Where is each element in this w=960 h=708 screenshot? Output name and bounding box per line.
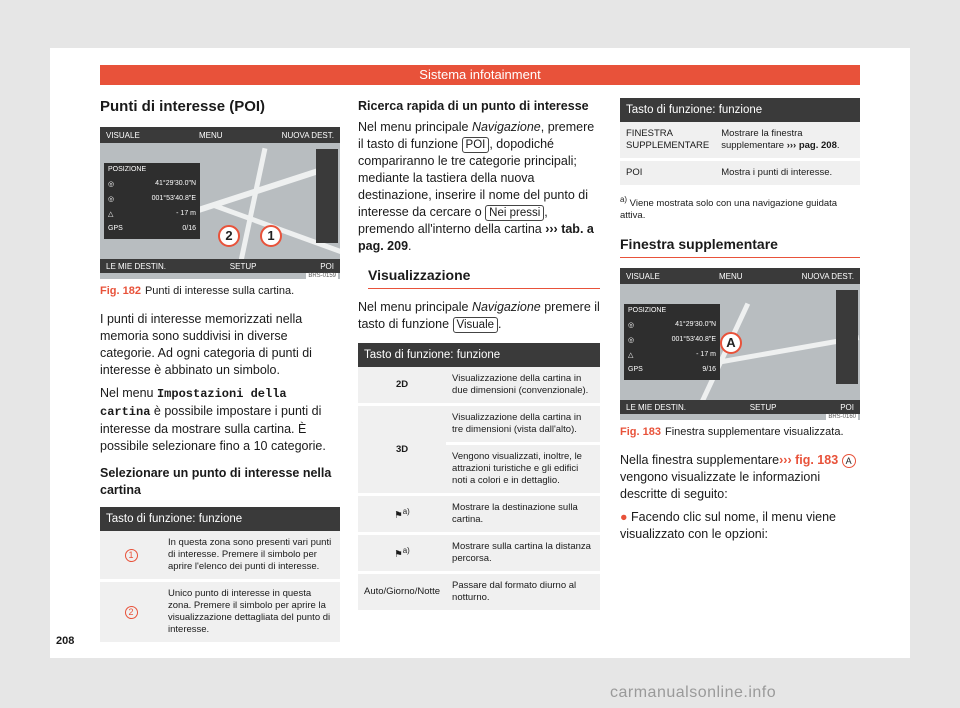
footnote: $^{a)}$ Viene mostrata solo con una navigazione guidata attiva.	[620, 195, 838, 222]
page-header: Sistema infotainment	[100, 65, 860, 85]
watermark: carmanualsonline.info	[610, 684, 777, 701]
position-box: POSIZIONE ◎ 41°29'30.0"N ◎ 001°53'40.8"E △ - 17 m GPS 0/16	[104, 163, 200, 239]
map-side-controls	[316, 149, 338, 243]
page-number: 208	[56, 635, 75, 647]
subheading: Ricerca rapida di un punto di interesse	[358, 99, 589, 113]
column-left	[100, 98, 340, 645]
map-new-destination-button: NUOVA DEST.	[281, 130, 334, 140]
figure-caption: Fig. 183 Finestra supplementare visualizzata.	[620, 426, 844, 439]
figure-caption: Fig. 182 Punti di interesse sulla cartina.	[100, 285, 295, 297]
column-right	[620, 98, 860, 543]
table-row: FINESTRA SUPPLEMENTARE Mostrare la finestra supplementare ››› pag. 208.	[620, 122, 860, 160]
bullet-icon: ●	[620, 510, 628, 525]
destination-flag-icon: ⚑	[394, 510, 403, 522]
table-row: 1 In questa zona sono presenti vari punti di interesse. Premere il simbolo per aprire l'elenco dei punti di interesse.	[100, 531, 340, 581]
column-middle	[358, 98, 600, 613]
altitude-icon: △	[108, 211, 114, 218]
paragraph: Nel menu principale Navigazione, premere il tasto di funzione POI , dopodiché compariranno le tre categorie principali; mediante la tastiera della nuova destinazione, inserire il nome del punto di interesse da cercare o Nei pressi , premendo all'interno della cartina ››› tab. a pag. 209.	[358, 120, 595, 253]
function-table: Tasto di funzione: funzione FINESTRA SUPPLEMENTARE Mostrare la finestra supplementare ››› pag. 208. POI Mostra i punti di interesse.	[620, 98, 860, 188]
table-row: 2D Visualizzazione della cartina in due dimensioni (convenzionale).	[358, 367, 600, 405]
function-table: Tasto di funzione: funzione 2D Visualizzazione della cartina in due dimensioni (convenzionale). 3D Visualizzazione della cartina in tre dimensioni (vista dall'alto). Vengono visualizzati, inoltre, le attrazioni turistiche e gli edifici noti a colori e in dettaglio. ⚑$^{a)}$ Mostrare la destinazione sulla cartina. ⚑$^{a)}$ Mostrare sulla cartina la distanza percorsa. Auto/Giorno/Notte Passare dal formato diurno al notturno.	[358, 343, 600, 613]
position-box: POSIZIONE ◎ 41°29'30.0"N ◎ 001°53'40.8"E △ - 17 m GPS 9/16	[624, 304, 720, 380]
table-row: Vengono visualizzati, inoltre, le attrazioni turistiche e gli edifici noti a colori e in dettaglio.	[358, 444, 600, 495]
table-row: POI Mostra i punti di interesse.	[620, 160, 860, 187]
paragraph: Nella finestra supplementare››› fig. 183 A vengono visualizzate le informazioni descritte di seguito:	[620, 452, 860, 503]
callout-1: 1	[260, 225, 282, 247]
callout-a: A	[720, 332, 742, 354]
map-menu-button: MENU	[198, 130, 223, 140]
paragraph: Nel menu Impostazioni della cartina è possibile impostare i punti di interesse da mostrare sulla cartina. È possibile selezionare fino a 10 categorie.	[100, 386, 326, 453]
distance-flag-icon: ⚑	[394, 549, 403, 561]
longitude-icon: ◎	[628, 337, 635, 345]
table-row: Auto/Giorno/Notte Passare dal formato diurno al notturno.	[358, 573, 600, 612]
figure-182: VISUALE MENU NUOVA DEST. POSIZIONE ◎ 41°29'30.0"N ◎ 001°53'40.8"E △ - 17 m GPS 0/16 2 1 LE MIE DESTIN. SETUP POI BRS-0159	[100, 127, 340, 279]
map-visuale-button: VISUALE	[106, 130, 140, 140]
map-side-controls	[836, 290, 858, 384]
subheading: Selezionare un punto di interesse nella cartina	[100, 466, 332, 497]
paragraph: I punti di interesse memorizzati nella memoria sono suddivisi in diverse categorie. Ad ogni categoria di punti di interesse è abbinato un simbolo.	[100, 312, 312, 377]
altitude-icon: △	[628, 352, 634, 360]
section-heading: Finestra supplementare	[620, 236, 860, 258]
longitude-icon: ◎	[108, 196, 115, 203]
latitude-icon: ◎	[108, 181, 115, 188]
section-title: Punti di interesse (POI)	[100, 98, 266, 115]
table-row: ⚑$^{a)}$ Mostrare sulla cartina la distanza percorsa.	[358, 534, 600, 573]
section-heading: Visualizzazione	[368, 267, 600, 289]
function-table: Tasto di funzione: funzione 1 In questa zona sono presenti vari punti di interesse. Premere il simbolo per aprire l'elenco dei punti di interesse. 2 Unico punto di interesse in questa zona. Premere il simbolo per aprire la visualizzazione dettagliata del punto di interesse.	[100, 507, 340, 645]
bullet-item: ● Facendo clic sul nome, il menu viene visualizzato con le opzioni:	[620, 510, 837, 542]
table-row: 2 Unico punto di interesse in questa zona. Premere il simbolo per aprire la visualizzazione dettagliata del punto di interesse.	[100, 581, 340, 644]
callout-2: 2	[218, 225, 240, 247]
table-row: 3D Visualizzazione della cartina in tre dimensioni (vista dall'alto).	[358, 405, 600, 444]
latitude-icon: ◎	[628, 322, 635, 330]
table-row: ⚑$^{a)}$ Mostrare la destinazione sulla cartina.	[358, 495, 600, 534]
figure-183: VISUALE MENU NUOVA DEST. POSIZIONE ◎ 41°29'30.0"N ◎ 001°53'40.8"E △ - 17 m GPS 9/16 A LE MIE DESTIN. SETUP POI BRS-0160	[620, 268, 860, 420]
paragraph: Nel menu principale Navigazione premere il tasto di funzione Visuale .	[358, 300, 600, 331]
